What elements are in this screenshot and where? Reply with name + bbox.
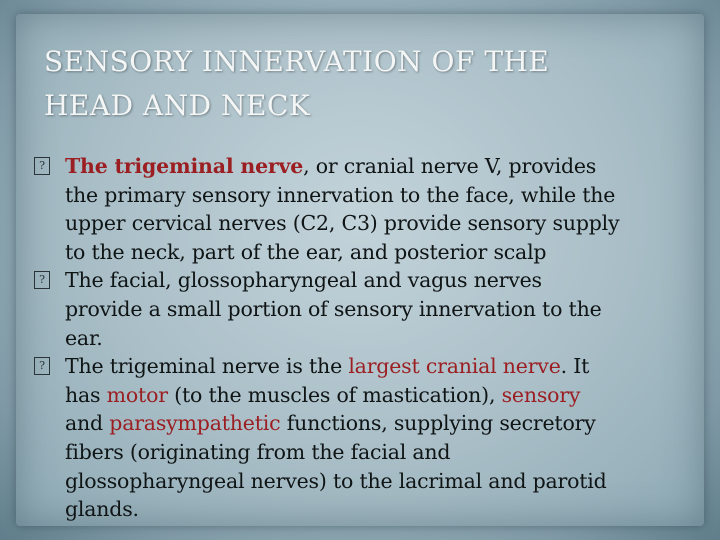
text-run: glossopharyngeal nerves) to the lacrimal and parotid	[65, 468, 607, 493]
bullet-mark-icon: ?	[34, 357, 50, 375]
bullet-line	[65, 295, 674, 324]
bullet-item	[34, 152, 674, 266]
highlighted-term: largest cranial nerve	[348, 354, 561, 379]
title-line-2: HEAD AND NECK	[44, 89, 311, 122]
bullet-line	[65, 352, 674, 381]
text-run: functions, supplying secretory	[280, 411, 596, 436]
bullet-line	[65, 495, 674, 524]
text-run: (to the muscles of mastication),	[167, 382, 502, 407]
bullet-line	[65, 324, 674, 353]
text-run: , or cranial nerve V, provides	[303, 154, 597, 178]
bullet-mark-icon: ?	[34, 157, 50, 175]
slide-title	[44, 40, 684, 128]
bullet-line	[65, 209, 674, 238]
slide-body	[34, 152, 674, 524]
bullet-line	[65, 438, 674, 467]
bullet-line	[65, 409, 674, 438]
text-run: provide a small portion of sensory innervation to the	[65, 296, 602, 321]
highlighted-term: parasympathetic	[109, 411, 281, 436]
text-run: fibers (originating from the facial and	[65, 439, 451, 464]
bullet-item	[34, 266, 674, 352]
bullet-mark-icon: ?	[34, 271, 50, 289]
text-run: the primary sensory innervation to the face, while the	[65, 182, 616, 207]
text-run: and	[65, 411, 110, 436]
text-run: upper cervical nerves (C2, C3) provide sensory supply	[65, 211, 620, 236]
text-run: The trigeminal nerve is the	[65, 354, 349, 379]
highlighted-term: sensory	[501, 382, 581, 407]
bullet-item	[34, 352, 674, 524]
text-run: . It	[560, 354, 590, 379]
text-run: ear.	[65, 325, 103, 350]
bullet-line	[65, 266, 674, 295]
title-line-1: SENSORY INNERVATION OF THE	[44, 45, 550, 78]
bullet-line	[65, 181, 674, 210]
highlighted-term: motor	[106, 382, 168, 407]
bullet-line	[65, 152, 674, 181]
bullet-line	[65, 467, 674, 496]
text-run: to the neck, part of the ear, and posterior scalp	[65, 239, 547, 264]
highlighted-term: The trigeminal nerve	[65, 154, 304, 178]
bullet-line	[65, 238, 674, 267]
text-run: has	[65, 382, 107, 407]
text-run: glands.	[65, 497, 139, 522]
text-run: The facial, glossopharyngeal and vagus nerves	[65, 268, 542, 293]
bullet-line	[65, 381, 674, 410]
